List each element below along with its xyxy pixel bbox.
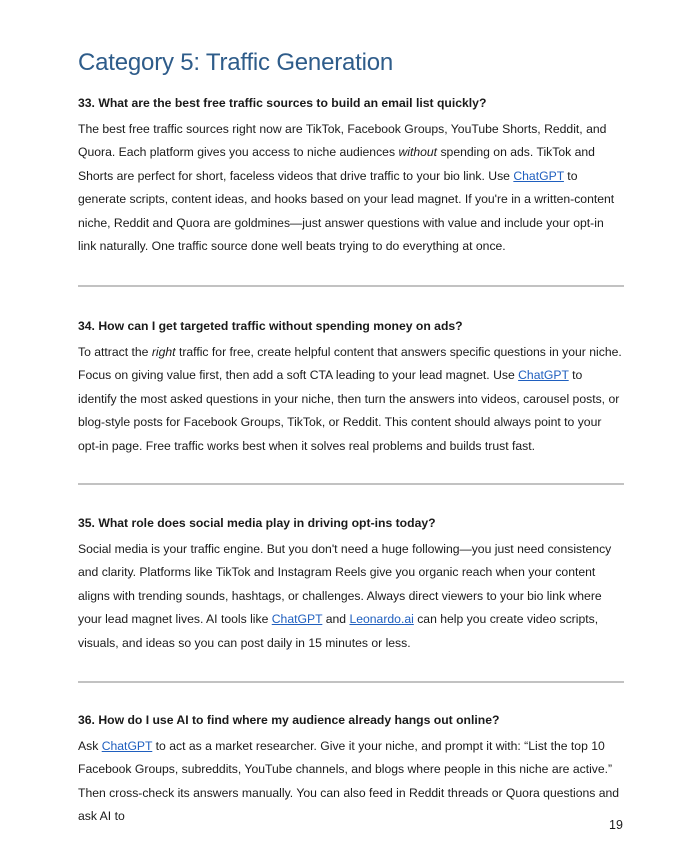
section-divider [78, 681, 624, 683]
question-title: 36. How do I use AI to find where my audience already hangs out online? [78, 713, 500, 727]
leonardo-ai-link[interactable]: Leonardo.ai [349, 612, 414, 627]
section-divider [78, 285, 624, 287]
faq-item-36 [78, 712, 624, 829]
section-divider [78, 483, 624, 485]
question-title: 33. What are the best free traffic sources to build an email list quickly? [78, 96, 487, 110]
emphasis-text: without [398, 145, 438, 160]
faq-item-33 [78, 95, 624, 258]
question-title: 35. What role does social media play in driving opt-ins today? [78, 516, 436, 530]
faq-item-35 [78, 515, 624, 655]
question-title: 34. How can I get targeted traffic without spending money on ads? [78, 319, 463, 333]
faq-item-34 [78, 318, 624, 458]
chatgpt-link[interactable]: ChatGPT [271, 612, 323, 627]
answer-text: Ask ChatGPT to act as a market researcher. Give it your niche, and prompt it with: “List the top 10 Facebook Groups, subreddits, YouTube channels, and blogs where people in this niche are active.” Then cross-check its answers manually. You can also feed in Reddit threads or Quora questions and ask AI to [78, 739, 620, 824]
chatgpt-link[interactable]: ChatGPT [101, 739, 153, 753]
category-heading: Category 5: Traffic Generation [78, 49, 394, 76]
answer-text: Social media is your traffic engine. But you don't need a huge following—you just need consistency and clarity. Platforms like TikTok and Instagram Reels give you organic reach when your content aligns with trending sounds, hashtags, or challenges. Always direct viewers to your bio link where your lead magnet lives. AI tools like ChatGPT and Leonardo.ai can help you create video scripts, visuals, and ideas so you can post daily in 15 minutes or less. [78, 542, 612, 650]
chatgpt-link[interactable]: ChatGPT [518, 368, 569, 383]
answer-text: The best free traffic sources right now are TikTok, Facebook Groups, YouTube Shorts, Reddit, and Quora. Each platform gives you access to niche audiences without spending on ads. TikTok and Shorts are perfect for short, faceless videos that drive traffic to your bio link. Use ChatGPT to generate scripts, content ideas, and hooks based on your lead magnet. If you're in a written-content niche, Reddit and Quora are goldmines—just answer questions with value and include your opt-in link naturally. One traffic source done well beats trying to do everything at once. [78, 122, 615, 254]
emphasis-text: right [151, 345, 176, 359]
page-number: 19 [609, 818, 623, 832]
answer-text: To attract the right traffic for free, create helpful content that answers specific questions in your niche. Focus on giving value first, then add a soft CTA leading to your lead magnet. Use ChatGPT to identify the most asked questions in your niche, then turn the answers into videos, carousel posts, or blog-style posts for Facebook Groups, TikTok, or Reddit. This content should always point to your opt-in page. Free traffic works best when it solves real problems and builds trust fast. [78, 345, 622, 453]
chatgpt-link[interactable]: ChatGPT [513, 168, 564, 183]
